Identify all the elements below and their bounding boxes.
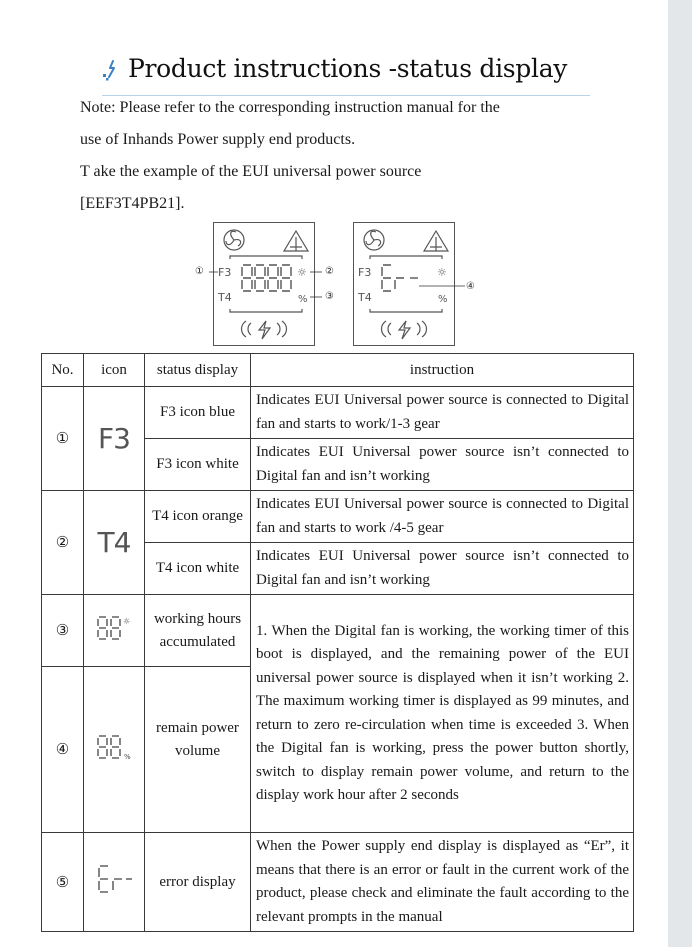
callout-1: ① [195,266,204,277]
instruction-cell: Indicates EUI Universal power source is connected to Digital fan and starts to work/1-3 gear [251,387,634,439]
table-header-row [42,354,634,387]
status-cell: F3 icon white [145,439,251,491]
triangle-fan-icon [424,231,448,251]
status-cell: F3 icon blue [145,387,251,439]
t4-label: T4 [218,291,232,304]
status-display-table [41,353,634,932]
status-cell: working hours accumulated [145,595,251,667]
t4-icon: T4 [97,526,131,559]
charging-icon [382,321,427,339]
instruction-cell-timer-power: 1. When the Digital fan is working, the working timer of this boot is displayed, and the remaining power of the EUI universal power source is displayed when it isn’t working 2. The maximum working timer is displayed as 99 minutes, and return to zero re-circulation when time is exceeded 3. When the Digital fan is working, press the power button shortly, switch to display remain power volume, and return to the display work hour after 2 seconds [251,595,634,833]
instruction-cell: Indicates EUI Universal power source is connected to Digital fan and starts to work /4-5 gear [251,491,634,543]
callout-3: ③ [325,291,334,302]
callout-2: ② [325,266,334,277]
t4-icon-cell [84,491,145,595]
error-er-icon [94,863,134,897]
status-cell: error display [145,833,251,932]
two-digit-percent-icon [94,732,134,762]
status-cell: T4 icon orange [145,491,251,543]
percent-label: % [438,294,448,305]
row-number: ② [42,491,84,595]
f3-icon: F3 [98,422,130,455]
svg-text:☼: ☼ [123,617,131,626]
error-icon-cell [84,833,145,932]
header-no: No. [42,354,84,387]
table-row [42,833,634,932]
status-cell: remain power volume [145,667,251,833]
percent-label: % [298,294,308,305]
panel1-callout-lines [186,260,346,310]
f3-label: F3 [218,266,232,279]
fan-icon [364,230,384,250]
charging-icon [242,321,287,339]
fan-icon [224,230,244,250]
triangle-fan-icon [284,231,308,251]
row-number: ③ [42,595,84,667]
page-title: Product instructions -status display [128,54,568,83]
instruction-cell: When the Power supply end display is displayed as “Er”, it means that there is an error or fault in the current work of the product, please check and eliminate the fault according to the relevant prompts in the manual [251,833,634,932]
header-icon: icon [84,354,145,387]
table-row [42,387,634,439]
instruction-cell: Indicates EUI Universal power source isn’t connected to Digital fan and isn’t working [251,439,634,491]
row-number: ⑤ [42,833,84,932]
table-row [42,491,634,543]
timer-icon: ☼ [437,266,447,279]
header-status: status display [145,354,251,387]
hours-icon-cell [84,595,145,667]
note-line-4: [EEF3T4PB21]. [80,195,185,212]
note-line-2: use of Inhands Power supply end products. [80,131,356,148]
header-instruction: instruction [251,354,634,387]
f3-label: F3 [358,266,372,279]
instruction-cell: Indicates EUI Universal power source isn’t connected to Digital fan and isn’t working [251,543,634,595]
two-digit-timer-icon [94,613,134,643]
note-line-1: Note: Please refer to the corresponding instruction manual for the [80,99,500,116]
callout-4: ④ [466,281,475,292]
power-icon-cell [84,667,145,833]
side-scrollbar[interactable] [668,0,692,947]
f3-icon-cell [84,387,145,491]
sparkle-icon [102,60,120,82]
row-number: ④ [42,667,84,833]
title-bar [102,52,590,96]
note-line-3: T ake the example of the EUI universal power source [80,163,422,180]
row-number: ① [42,387,84,491]
table-row [42,595,634,667]
t4-label: T4 [358,291,372,304]
error-segments [382,265,418,291]
status-cell: T4 icon white [145,543,251,595]
timer-icon: ☼ [297,266,307,279]
percent-mark: % [124,753,131,761]
